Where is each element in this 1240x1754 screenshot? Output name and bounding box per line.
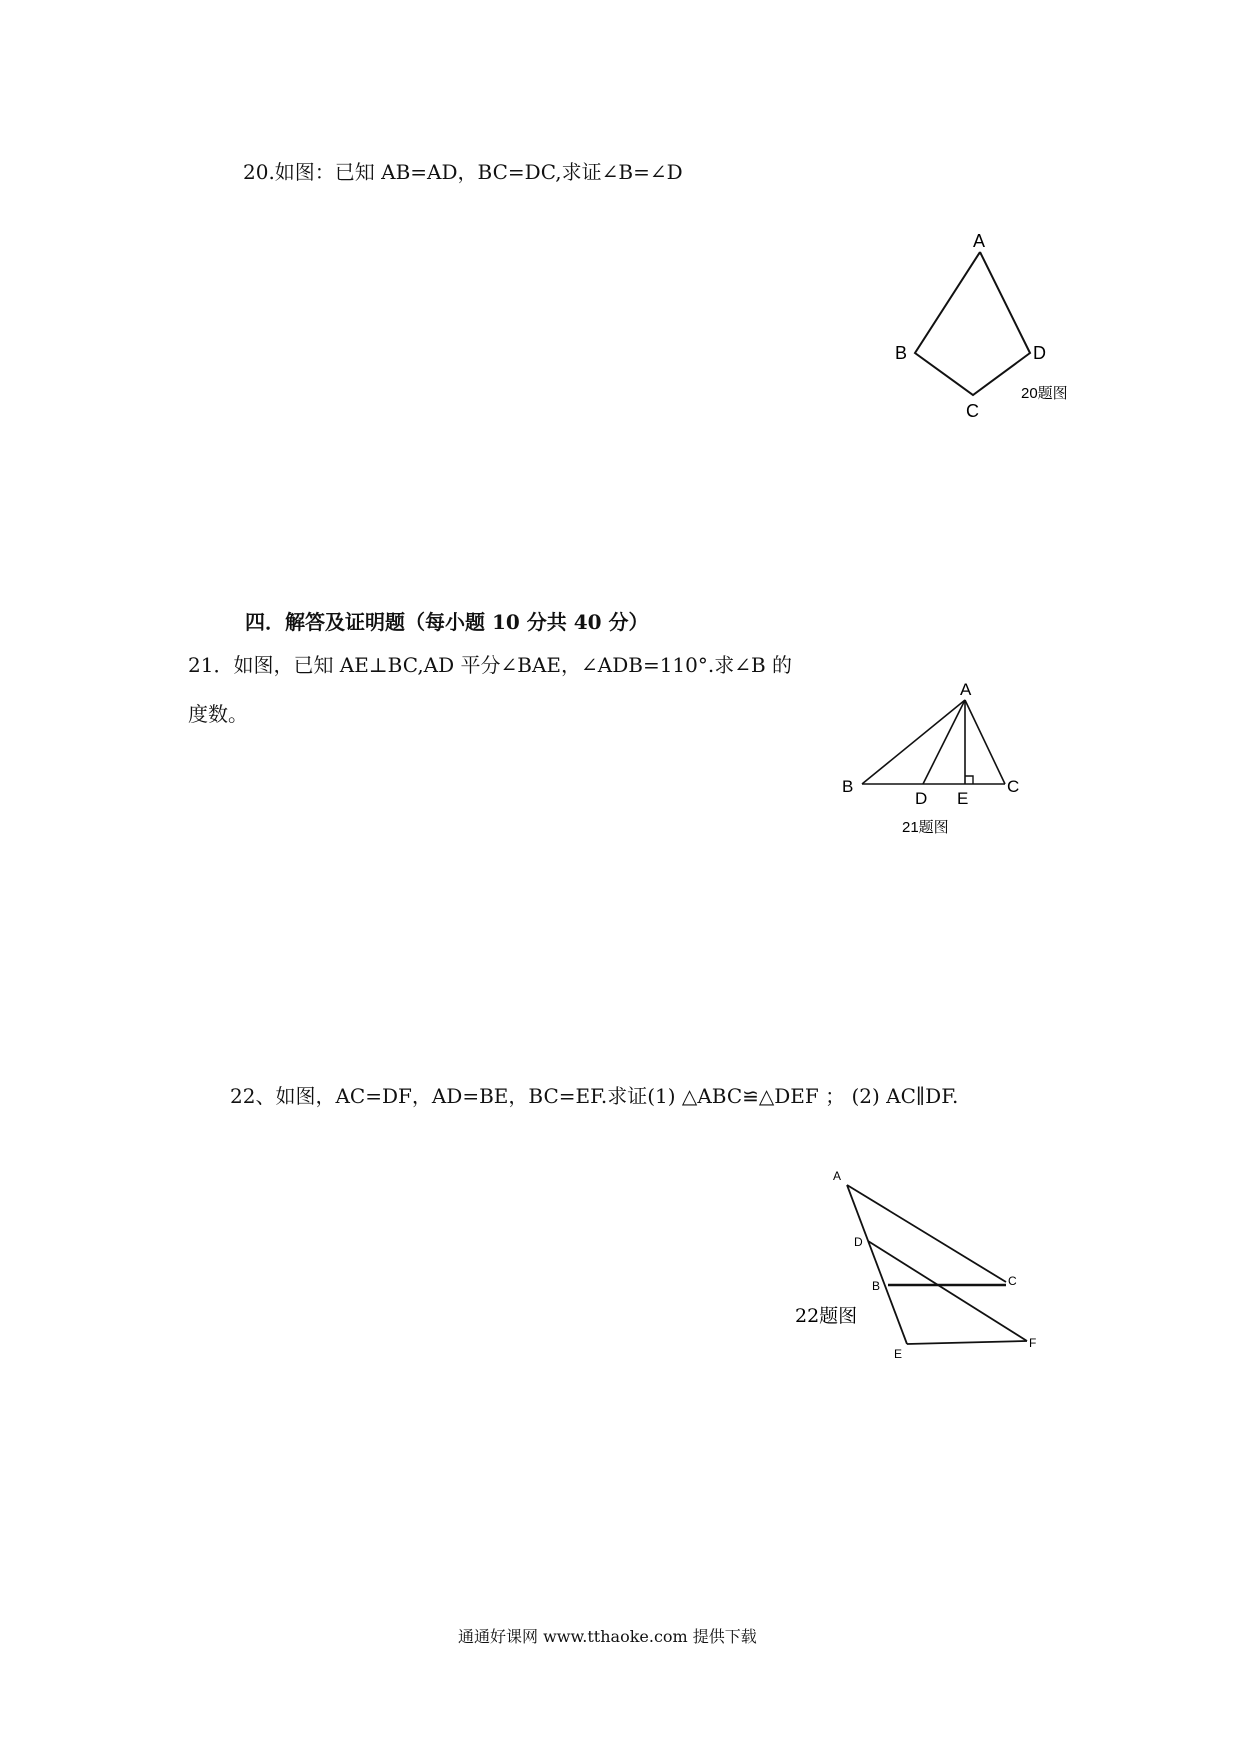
section-heading: 四．解答及证明题（每小题 10 分共 40 分） xyxy=(245,610,649,634)
point-label-A: A xyxy=(833,1169,842,1183)
question-20-text: 20.如图：已知 AB=AD，BC=DC,求证∠B=∠D xyxy=(243,160,683,184)
point-label-C: C xyxy=(966,401,979,421)
point-label-B: B xyxy=(842,777,854,796)
point-label-C: C xyxy=(1008,1274,1017,1288)
segment-EF xyxy=(907,1341,1027,1344)
figure-21-caption: 21题图 xyxy=(902,819,949,836)
segment-DF xyxy=(868,1241,1027,1341)
figure-20-kite xyxy=(880,220,1100,420)
figure-21-triangle xyxy=(840,680,1040,840)
point-label-A: A xyxy=(960,680,972,699)
figure-22-triangles xyxy=(795,1160,1055,1370)
question-21-line-1: 21．如图，已知 AE⊥BC,AD 平分∠BAE，∠ADB=110°.求∠B 的 xyxy=(188,653,793,677)
kite-outline xyxy=(915,252,1030,395)
point-label-F: F xyxy=(1029,1336,1037,1350)
segment-AD xyxy=(923,700,965,784)
segment-AC xyxy=(847,1185,1006,1282)
figure-20-caption: 20题图 xyxy=(1021,385,1068,402)
point-label-E: E xyxy=(894,1347,903,1361)
segment-AB xyxy=(862,700,965,784)
point-label-B: B xyxy=(872,1279,881,1293)
question-21-line-2: 度数。 xyxy=(188,702,248,726)
page-footer: 通通好课网 www.tthaoke.com 提供下载 xyxy=(458,1627,757,1646)
right-angle-mark xyxy=(965,776,973,784)
point-label-B: B xyxy=(895,343,908,363)
figure-22-caption: 22题图 xyxy=(795,1305,858,1327)
point-label-D: D xyxy=(1033,343,1046,363)
point-label-D: D xyxy=(915,789,928,808)
point-label-A: A xyxy=(973,231,986,251)
segment-AC xyxy=(965,700,1005,784)
point-label-D: D xyxy=(854,1235,863,1249)
point-label-E: E xyxy=(957,789,969,808)
question-22-text: 22、如图，AC=DF，AD=BE，BC=EF.求证(1) △ABC≌△DEF ； (2) AC∥DF. xyxy=(230,1084,959,1108)
point-label-C: C xyxy=(1007,777,1020,796)
